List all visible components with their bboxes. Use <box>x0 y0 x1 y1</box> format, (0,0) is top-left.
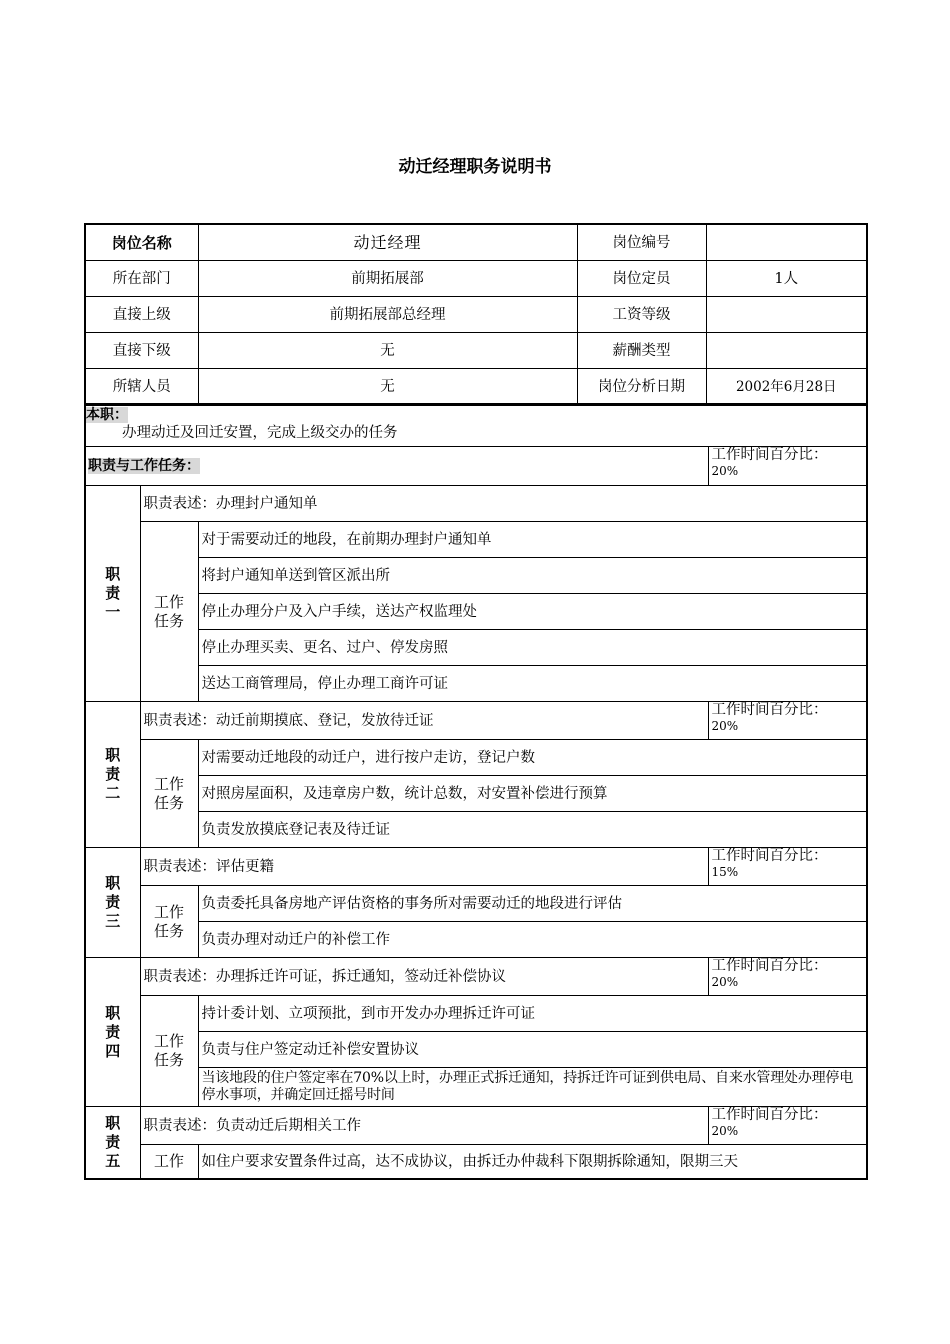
salary-grade-value <box>706 297 867 333</box>
task-item: 对照房屋面积，及违章房户数，统计总数，对安置补偿进行预算 <box>198 776 867 812</box>
table-row <box>85 630 867 666</box>
salary-grade-label: 工资等级 <box>577 297 706 333</box>
table-row <box>85 224 867 261</box>
task-item: 负责办理对动迁户的补偿工作 <box>198 922 867 958</box>
duty-4-pct: 工作时间百分比： 20% <box>708 958 867 996</box>
task-item: 停止办理分户及入户手续，送达产权监理处 <box>198 594 867 630</box>
main-duty-row <box>85 404 867 447</box>
duties-header-pct <box>708 447 867 486</box>
subordinate-label: 直接下级 <box>85 333 198 369</box>
duty-3-desc: 职责表述：评估更籍 <box>140 848 708 886</box>
duties-table <box>84 403 868 1180</box>
duty-4-task-label: 工作 任务 <box>140 996 198 1107</box>
duty-4-desc-row <box>85 958 867 996</box>
table-row <box>85 558 867 594</box>
duty-5-desc: 职责表述：负责动迁后期相关工作 <box>140 1107 708 1145</box>
staff-value: 无 <box>198 369 577 406</box>
pct-label: 工作时间百分比： <box>711 447 828 463</box>
task-item: 停止办理买卖、更名、过户、停发房照 <box>198 630 867 666</box>
table-row <box>85 740 867 776</box>
superior-value: 前期拓展部总经理 <box>198 297 577 333</box>
table-row <box>85 812 867 848</box>
pct-value: 20% <box>711 464 739 478</box>
document-title: 动迁经理职务说明书 <box>398 157 552 177</box>
duty-4-desc: 职责表述：办理拆迁许可证，拆迁通知，签动迁补偿协议 <box>140 958 708 996</box>
position-code-value <box>706 224 867 261</box>
superior-label: 直接上级 <box>85 297 198 333</box>
duty-3-label: 职 责 三 <box>85 848 140 958</box>
task-item: 送达工商管理局，停止办理工商许可证 <box>198 666 867 702</box>
task-item: 当该地段的住户签定率在70%以上时，办理正式拆迁通知，持拆迁许可证到供电局、自来水管理处办理停电停水事项，并确定回迁摇号时间 <box>198 1068 867 1107</box>
duty-2-task-label: 工作 任务 <box>140 740 198 848</box>
task-item: 如住户要求安置条件过高，达不成协议，由拆迁办仲裁科下限期拆除通知，限期三天 <box>198 1145 867 1180</box>
duty-1-desc-row <box>85 486 867 522</box>
duty-4-label: 职 责 四 <box>85 958 140 1107</box>
department-value: 前期拓展部 <box>198 261 577 297</box>
analysis-date-label: 岗位分析日期 <box>577 369 706 406</box>
duty-3-task-label: 工作 任务 <box>140 886 198 958</box>
department-label: 所在部门 <box>85 261 198 297</box>
table-row <box>85 996 867 1032</box>
duty-2-label: 职 责 二 <box>85 702 140 848</box>
table-row <box>85 1145 867 1180</box>
duty-3-desc-row <box>85 848 867 886</box>
position-name-label: 岗位名称 <box>85 224 198 261</box>
task-item: 负责委托具备房地产评估资格的事务所对需要动迁的地段进行评估 <box>198 886 867 922</box>
table-row <box>85 297 867 333</box>
duty-5-task-label: 工作 <box>140 1145 198 1180</box>
subordinate-value: 无 <box>198 333 577 369</box>
duty-5-pct: 工作时间百分比： 20% <box>708 1107 867 1145</box>
table-row <box>85 522 867 558</box>
table-row <box>85 776 867 812</box>
staff-label: 所辖人员 <box>85 369 198 406</box>
duties-header-row <box>85 447 867 486</box>
table-row <box>85 886 867 922</box>
headcount-label: 岗位定员 <box>577 261 706 297</box>
table-row <box>85 333 867 369</box>
task-item: 负责发放摸底登记表及待迁证 <box>198 812 867 848</box>
task-item: 持计委计划、立项预批，到市开发办办理拆迁许可证 <box>198 996 867 1032</box>
duty-1-task-label: 工作 任务 <box>140 522 198 702</box>
table-row <box>85 1032 867 1068</box>
table-row <box>85 594 867 630</box>
duties-header-label: 职责与工作任务： <box>88 458 200 474</box>
table-row <box>85 1068 867 1107</box>
pay-type-value <box>706 333 867 369</box>
main-duty-text: 办理动迁及回迁安置，完成上级交办的任务 <box>122 425 398 441</box>
duty-1-label: 职 责 一 <box>85 486 140 702</box>
duty-2-pct: 工作时间百分比： 20% <box>708 702 867 740</box>
duty-5-label: 职 责 五 <box>85 1107 140 1180</box>
duty-5-desc-row <box>85 1107 867 1145</box>
task-item: 负责与住户签定动迁补偿安置协议 <box>198 1032 867 1068</box>
table-row <box>85 922 867 958</box>
table-row <box>85 369 867 406</box>
basic-info-table <box>84 223 868 406</box>
duty-1-desc: 职责表述：办理封户通知单 <box>140 486 867 522</box>
analysis-date-value: 2002年6月28日 <box>706 369 867 406</box>
duty-3-pct: 工作时间百分比： 15% <box>708 848 867 886</box>
position-code-label: 岗位编号 <box>577 224 706 261</box>
table-row <box>85 666 867 702</box>
duty-2-desc-row <box>85 702 867 740</box>
headcount-value: 1人 <box>706 261 867 297</box>
table-row <box>85 261 867 297</box>
task-item: 将封户通知单送到管区派出所 <box>198 558 867 594</box>
pay-type-label: 薪酬类型 <box>577 333 706 369</box>
task-item: 对需要动迁地段的动迁户，进行按户走访，登记户数 <box>198 740 867 776</box>
main-duty-label: 本职： <box>86 407 128 423</box>
duty-2-desc: 职责表述：动迁前期摸底、登记，发放待迁证 <box>140 702 708 740</box>
position-name-value: 动迁经理 <box>198 224 577 261</box>
task-item: 对于需要动迁的地段，在前期办理封户通知单 <box>198 522 867 558</box>
